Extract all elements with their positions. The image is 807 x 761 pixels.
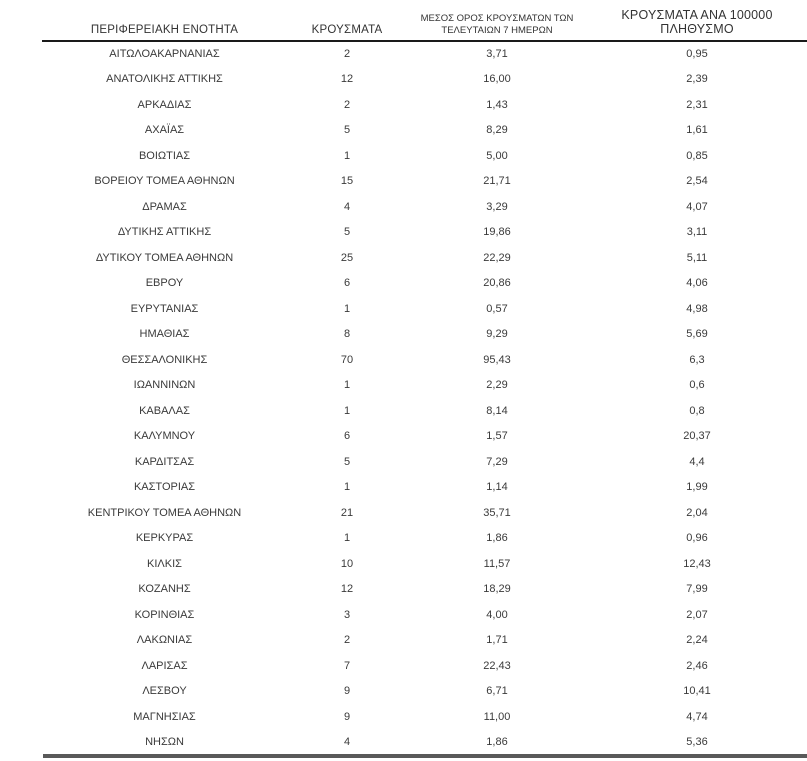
avg7-cell: 1,71 [486, 634, 508, 647]
cases-cell: 5 [343, 455, 351, 468]
per100k-cell: 2,04 [686, 506, 708, 519]
cases-cell: 9 [343, 685, 351, 698]
per100k-cell: 0,96 [686, 532, 708, 545]
region-cell: ΜΑΓΝΗΣΙΑΣ [133, 710, 196, 723]
region-cell: ΑΧΑΪΑΣ [144, 124, 185, 137]
per100k-cell: 12,43 [683, 557, 711, 570]
per100k-cell: 4,07 [686, 200, 708, 213]
cases-cell: 3 [343, 608, 351, 621]
avg7-cell: 4,00 [486, 608, 508, 621]
cases-cell: 8 [343, 328, 351, 341]
per100k-cell: 6,3 [689, 353, 705, 366]
avg7-cell: 5,00 [486, 149, 508, 162]
region-cell: ΒΟΡΕΙΟΥ ΤΟΜΕΑ ΑΘΗΝΩΝ [94, 175, 235, 188]
per100k-cell: 2,54 [686, 175, 708, 188]
region-cell: ΚΑΡΔΙΤΣΑΣ [134, 455, 195, 468]
cases-cell: 1 [343, 404, 351, 417]
avg7-cell: 11,57 [483, 557, 511, 570]
cases-cell: 12 [340, 583, 354, 596]
region-cell: ΒΟΙΩΤΙΑΣ [138, 149, 191, 162]
col-header-avg7-line1: ΜΕΣΟΣ ΟΡΟΣ ΚΡΟΥΣΜΑΤΩΝ ΤΩΝ [420, 13, 574, 24]
region-cell: ΚΟΖΑΝΗΣ [138, 583, 191, 596]
table-header [42, 0, 807, 41]
table-row [42, 271, 807, 297]
table-bottom-rule [43, 754, 807, 758]
per100k-cell: 1,99 [686, 481, 708, 494]
cases-cell: 1 [343, 302, 351, 315]
per100k-cell: 20,37 [683, 430, 711, 443]
cases-cell: 1 [343, 481, 351, 494]
region-cell: ΚΑΒΑΛΑΣ [139, 404, 190, 417]
cases-cell: 5 [343, 226, 351, 239]
avg7-cell: 22,29 [483, 251, 511, 264]
region-cell: ΛΑΚΩΝΙΑΣ [136, 634, 193, 647]
region-cell: ΕΒΡΟΥ [145, 277, 184, 290]
region-cell: ΑΡΚΑΔΙΑΣ [137, 98, 192, 111]
per100k-cell: 2,24 [686, 634, 708, 647]
per100k-cell: 0,8 [689, 404, 705, 417]
avg7-cell: 18,29 [483, 583, 511, 596]
avg7-cell: 1,57 [486, 430, 508, 443]
cases-cell: 6 [343, 277, 351, 290]
table-row [42, 194, 807, 220]
avg7-cell: 7,29 [486, 455, 508, 468]
cases-cell: 6 [343, 430, 351, 443]
regional-cases-table [42, 0, 807, 755]
avg7-cell: 3,71 [486, 48, 508, 61]
table-row [42, 449, 807, 475]
region-cell: ΘΕΣΣΑΛΟΝΙΚΗΣ [121, 353, 208, 366]
table-row [42, 653, 807, 679]
per100k-cell: 0,95 [686, 48, 708, 61]
per100k-cell: 2,46 [686, 659, 708, 672]
per100k-cell: 5,69 [686, 328, 708, 341]
avg7-cell: 19,86 [483, 226, 511, 239]
per100k-cell: 0,6 [689, 379, 705, 392]
table-row [42, 296, 807, 322]
table-row [42, 220, 807, 246]
per100k-cell: 5,11 [686, 251, 708, 264]
avg7-cell: 1,86 [486, 736, 508, 749]
avg7-cell: 3,29 [486, 200, 508, 213]
avg7-cell: 22,43 [483, 659, 511, 672]
cases-cell: 7 [343, 659, 351, 672]
avg7-cell: 8,29 [486, 124, 508, 137]
per100k-cell: 5,36 [686, 736, 708, 749]
table-row [42, 67, 807, 93]
avg7-cell: 21,71 [483, 175, 511, 188]
region-cell: ΕΥΡΥΤΑΝΙΑΣ [130, 302, 199, 315]
cases-cell: 25 [340, 251, 354, 264]
table-row [42, 730, 807, 756]
table-body [42, 41, 807, 755]
cases-cell: 2 [343, 634, 351, 647]
table-row [42, 424, 807, 450]
table-row [42, 322, 807, 348]
region-cell: ΑΙΤΩΛΟΑΚΑΡΝΑΝΙΑΣ [109, 48, 220, 61]
per100k-cell: 4,98 [686, 302, 708, 315]
cases-cell: 5 [343, 124, 351, 137]
cases-cell: 1 [343, 379, 351, 392]
avg7-cell: 95,43 [483, 353, 511, 366]
cases-cell: 2 [343, 48, 351, 61]
per100k-cell: 4,74 [686, 710, 708, 723]
table-row [42, 347, 807, 373]
table-row [42, 475, 807, 501]
table-row [42, 169, 807, 195]
cases-cell: 1 [343, 532, 351, 545]
region-cell: ΔΥΤΙΚΗΣ ΑΤΤΙΚΗΣ [117, 226, 212, 239]
region-cell: ΚΟΡΙΝΘΙΑΣ [134, 608, 195, 621]
cases-cell: 12 [340, 73, 354, 86]
avg7-cell: 35,71 [483, 506, 511, 519]
avg7-cell: 16,00 [483, 73, 511, 86]
per100k-cell: 4,06 [686, 277, 708, 290]
table-row [42, 398, 807, 424]
avg7-cell: 0,57 [486, 302, 508, 315]
col-header-per-100000-population: ΚΡΟΥΣΜΑΤΑ ΑΝΑ 100000 ΠΛΗΘΥΣΜΟ [587, 0, 807, 41]
cases-cell: 2 [343, 98, 351, 111]
region-cell: ΙΩΑΝΝΙΝΩΝ [133, 379, 196, 392]
per100k-cell: 7,99 [686, 583, 708, 596]
region-cell: ΔΡΑΜΑΣ [142, 200, 187, 213]
col-header-region: ΠΕΡΙΦΕΡΕΙΑΚΗ ΕΝΟΤΗΤΑ [42, 0, 287, 41]
per100k-cell: 4,4 [689, 455, 705, 468]
region-cell: ΚΑΛΥΜΝΟΥ [133, 430, 196, 443]
per100k-cell: 0,85 [686, 149, 708, 162]
avg7-cell: 20,86 [483, 277, 511, 290]
avg7-cell: 2,29 [486, 379, 508, 392]
table-row [42, 679, 807, 705]
header-row [42, 0, 807, 41]
region-cell: ΝΗΣΩΝ [145, 736, 184, 749]
cases-cell: 4 [343, 200, 351, 213]
avg7-cell: 8,14 [486, 404, 508, 417]
col-header-avg7-line2: ΤΕΛΕΥΤΑΙΩΝ 7 ΗΜΕΡΩΝ [441, 24, 553, 36]
table-row [42, 245, 807, 271]
avg7-cell: 11,00 [483, 710, 511, 723]
table-row [42, 143, 807, 169]
region-cell: ΚΑΣΤΟΡΙΑΣ [133, 481, 196, 494]
table-row [42, 118, 807, 144]
per100k-cell: 2,39 [686, 73, 708, 86]
region-cell: ΑΝΑΤΟΛΙΚΗΣ ΑΤΤΙΚΗΣ [106, 73, 223, 86]
table-row [42, 551, 807, 577]
region-cell: ΚΕΝΤΡΙΚΟΥ ΤΟΜΕΑ ΑΘΗΝΩΝ [87, 506, 242, 519]
per100k-cell: 1,61 [686, 124, 708, 137]
table-row [42, 92, 807, 118]
region-cell: ΔΥΤΙΚΟΥ ΤΟΜΕΑ ΑΘΗΝΩΝ [95, 251, 234, 264]
col-header-avg7-last-7-days [407, 0, 587, 41]
cases-cell: 9 [343, 710, 351, 723]
region-cell: ΚΙΛΚΙΣ [147, 557, 182, 570]
table-row [42, 628, 807, 654]
cases-cell: 4 [343, 736, 351, 749]
region-cell: ΛΕΣΒΟΥ [142, 685, 187, 698]
cases-cell: 10 [340, 557, 354, 570]
region-cell: ΗΜΑΘΙΑΣ [139, 328, 190, 341]
avg7-cell: 6,71 [486, 685, 508, 698]
table-row [42, 526, 807, 552]
table-row [42, 373, 807, 399]
avg7-cell: 1,43 [486, 98, 508, 111]
table-row [42, 704, 807, 730]
table-row [42, 602, 807, 628]
region-cell: ΚΕΡΚΥΡΑΣ [135, 532, 194, 545]
avg7-cell: 1,14 [486, 481, 508, 494]
cases-cell: 15 [340, 175, 354, 188]
table-row [42, 500, 807, 526]
col-header-cases: ΚΡΟΥΣΜΑΤΑ [287, 0, 407, 41]
per100k-cell: 3,11 [686, 226, 708, 239]
cases-cell: 21 [340, 506, 354, 519]
cases-cell: 70 [340, 353, 354, 366]
per100k-cell: 10,41 [683, 685, 711, 698]
table-row [42, 577, 807, 603]
cases-cell: 1 [343, 149, 351, 162]
per100k-cell: 2,07 [686, 608, 708, 621]
per100k-cell: 2,31 [686, 98, 708, 111]
avg7-cell: 1,86 [486, 532, 508, 545]
table-row [42, 41, 807, 67]
region-cell: ΛΑΡΙΣΑΣ [141, 659, 188, 672]
avg7-cell: 9,29 [486, 328, 508, 341]
